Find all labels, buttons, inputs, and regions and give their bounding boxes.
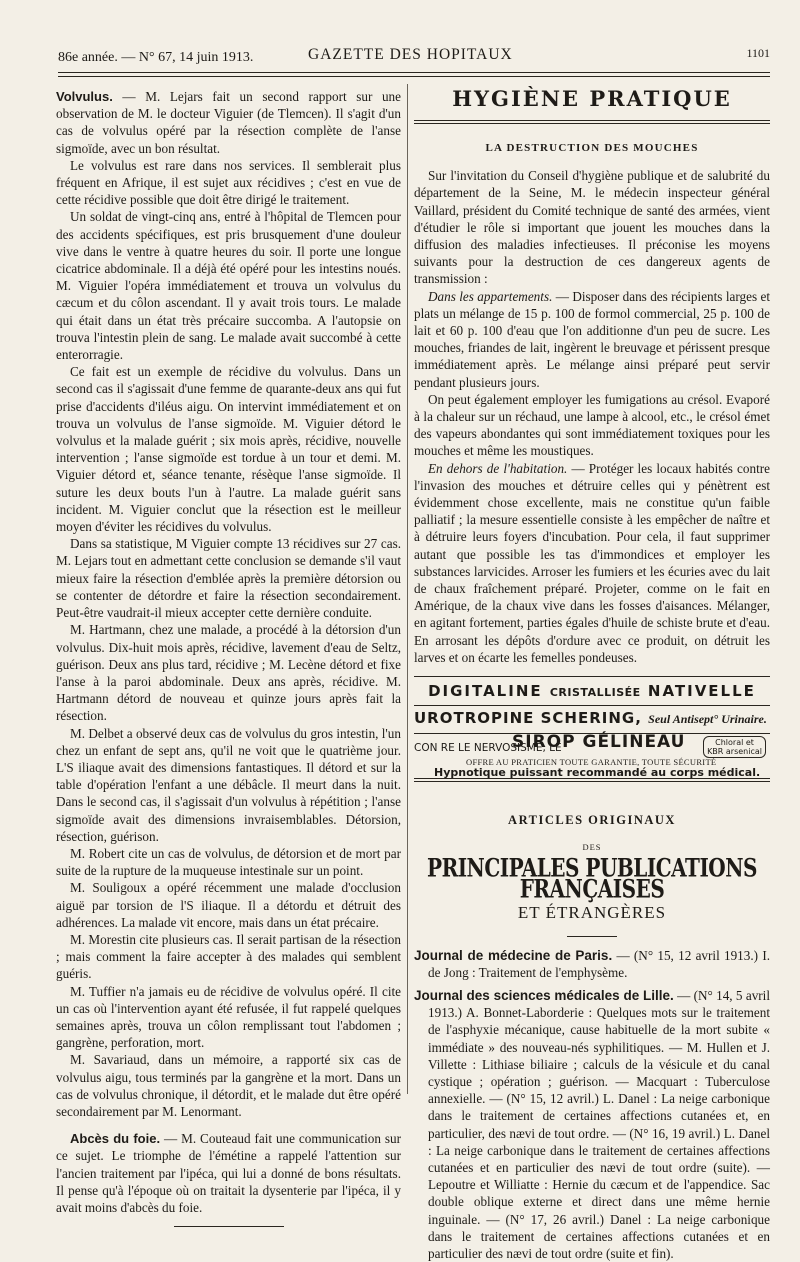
ad-urotropine xyxy=(414,706,770,732)
journal-entry xyxy=(414,947,770,981)
title-rule xyxy=(414,120,770,121)
end-ornament-rule xyxy=(174,1226,284,1227)
paragraph: Sur l'invitation du Conseil d'hygiène publique et de salubrité du département de la Seine, M. le médecin inspecteur général Vaillard, président du Comité technique de santé des armées, vient d'étudier le rôle si important que jouent les mouches dans la diffusion des maladies infectieuses. Il préconise les moyens suivants pour la destruction de ces dangereux agents de transmission : xyxy=(414,168,770,287)
articles-rule xyxy=(567,936,617,937)
paragraph: Dans sa statistique, M Viguier compte 13 récidives sur 27 cas. M. Lejars tout en admettant cette conclusion se demande s'il vaut mieux faire la résection d'emblée après la première détorsion ou se contenter de détordre et faire la résection secondairement. Peut-être vaudrait-il mieux accepter cette dernière conduite. xyxy=(56,536,401,621)
entry-text: — (N° 14, 5 avril 1913.) A. Bonnet-Laborderie : Quelques mots sur le traitement de l'asphyxie mécanique, cause habituelle de la mort subite « immédiate » des nouveau-nés syphilitiques. — M. Hullen et J. Villette : Lithiase biliaire ; calculs de la vésicule et du canal cystique ; opération ; guérison. — Macquart : Tuberculose annexielle. — (N° 15, 12 avril.) L. Danel : La neige carbonique dans le traitement de certaines affections cutanées et, en particulier, des nævi de tout ordre. — (N° 16, 19 avril.) L. Danel : La neige carbonique dans le traitement de certaines affections cutanées et en particulier des nævi de tout ordre (suite). — Lepoutre et Williatte : Hernie du cæcum et de l'appendice. Sac double oblique externe et direct dans une même hernie inguinale. — (N° 17, 26 avril.) Danel : La neige carbonique dans le traitement de certaines affections cutanées et en particulier des nævi de tout ordre (suite et fin). xyxy=(428,987,771,1261)
journal-entry xyxy=(414,987,770,1262)
ad-text: KBR arsenical xyxy=(707,746,762,756)
journal-title: GAZETTE DES HOPITAUX xyxy=(308,46,513,63)
paragraph: M. Savariaud, dans un mémoire, a rapporté six cas de volvulus aigu, tous terminés par la gangrène et la mort. Dans un cas de volvulus chronique, il détordit, et le malade dut être opéré secondairement par M. Lenormant. xyxy=(56,1052,401,1119)
running-header xyxy=(58,46,770,68)
paragraph: M. Morestin cite plusieurs cas. Il serait partisan de la résection ; mais comment la faire accepter à des malades qui semblent guéris. xyxy=(56,931,401,982)
column-divider xyxy=(407,84,408,1094)
paragraph: M. Robert cite un cas de volvulus, de détorsion et de mort par suite de la rupture de la muqueuse intestinale sur un point. xyxy=(56,845,401,879)
ad-text: DIGITALINE xyxy=(428,682,543,701)
ad-text: OFFRE AU PRATICIEN TOUTE GARANTIE, TOUTE SÉCURITÉ xyxy=(466,756,717,767)
articles-big-title: PRINCIPALES PUBLICATIONS FRANÇAISES xyxy=(427,852,757,905)
section-lead: Volvulus. xyxy=(56,89,113,104)
paragraph: M. Hartmann, chez une malade, a procédé à la détorsion d'un volvulus. Dix-huit mois après, récidive, lavement d'eau de Seltz, guérison. Deux ans plus tard, récidive ; M. Lecène détord et fixe l'anse à la paroi abdominale. Deux ans après, récidive. M. Hartmann détord de nouveau et quinze jours après fait la résection. xyxy=(56,622,401,724)
articles-subtitle: ET ÉTRANGÈRES xyxy=(517,903,667,923)
paragraph-text: — Disposer dans des récipients larges et plats un mélange de 15 p. 100 de formol commercial, 25 p. 100 de lait et 60 p. 100 d'eau que l'on additionne d'un peu de sucre. Les mouches, friandes de lait, ingèrent le breuvage et périssent presque immédiatement après. Le mélange ainsi préparé peut servir pendant plusieurs jours. xyxy=(414,288,770,390)
issue-info: 86e année. — N° 67, 14 juin 1913. xyxy=(58,50,254,65)
title-rule-thin xyxy=(414,123,770,124)
right-column xyxy=(414,88,770,1262)
ad-text: UROTROPINE SCHERING, xyxy=(414,709,642,728)
paragraph: Un soldat de vingt-cinq ans, entré à l'hôpital de Tlemcen pour des accidents spécifiques, est pris brusquement d'une douleur vive dans le ventre à quatre heures du soir. Il porte une longue cicatrice abdominale. Il a déjà été opéré pour les intestins noués. M. Viguier l'opéra immédiatement et trouva un volvulus du cæcum et du côlon ascendant. Il y avait trois tours. Le malade qui était dans un état très précaire succomba. A l'autopsie on trouva l'intestin plein de sang. Le malade avait succombé à cette enterorragie. xyxy=(56,209,401,363)
paragraph-volvulus xyxy=(56,88,401,157)
paragraph: Le volvulus est rare dans nos services. Il semblerait plus fréquent en Afrique, il est sujet aux récidives ; c'est en vue de cette récidive possible que doit être dirigé le traitement. xyxy=(56,157,401,208)
articles-des: DES xyxy=(582,841,602,852)
paragraph-abces-du-foie xyxy=(56,1130,401,1216)
paragraph-habitation xyxy=(414,460,770,666)
paragraph: M. Delbet a observé deux cas de volvulus du gros intestin, l'un chez un enfant de sept ans, qu'il ne voit que le quatrième jour. L'S iliaque avait des dimensions fantastiques. Il détord et sur la table d'opération l'enfant a une débâcle. Il meurt dans la nuit. Dans le second cas, il s'agissait d'un volvulus à répétition ; l'anse sigmoïde avait des dimensions invraisemblables. Détorsion, résection, guérison. xyxy=(56,725,401,844)
page-number: 1101 xyxy=(746,46,770,60)
paragraph-text: — M. Couteaud fait une communication sur ce sujet. Le triomphe de l'émétine a rappelé l'attention sur l'ancien traitement par l'ipéca, qui lui a donné de bons résultats. Il pense qu'à l'époque où on traitait la dysenterie par l'ipéca, il y avait moins d'abcès du foie. xyxy=(56,1131,401,1215)
paragraph: Ce fait est un exemple de récidive du volvulus. Dans un second cas il s'agissait d'une femme de quarante-deux ans qui fut prise d'accidents d'iléus aigu. On intervint immédiatement et on trouva un volvulus de l'anse sigmoïde. M. Viguier détord le volvulus et la malade guérit ; six mois après, récidive, nouvelle intervention ; l'anse sigmoïde est tordue à un tour et demi. M. Viguier détord et, séance tenante, résèque l'anse sigmoïde. Il suture les deux bouts l'un à l'autre. La malade guérit sans incident. M. Viguier conclut que la résection est le meilleur moyen d'éviter les récidives du volvulus. xyxy=(56,364,401,535)
entry-text: — (N° 15, 12 avril 1913.) I. de Jong : Traitement de l'emphysème. xyxy=(428,947,771,980)
section-title: HYGIÈNE PRATIQUE xyxy=(452,86,732,111)
paragraph-lead: En dehors de l'habitation. xyxy=(428,460,568,476)
section-lead: Abcès du foie. xyxy=(70,1131,161,1147)
header-rule xyxy=(58,72,770,73)
paragraph-text: — Protéger les locaux habités contre l'invasion des mouches et détruire celles qui y pénètrent est évidemment chose excellente, mais ne constitue qu'un faible palliatif ; la mesure essentielle consiste à les empêcher de naître et à détruire leurs foyers d'incubation. Pour cela, il faut supprimer autant que possible les tas d'immondices et employer les substances larvicides. Arroser les fumiers et les écuries avec du lait de chaux fraîchement préparé. Projeter, comme on le fait en Amérique, de la chaux vive dans les fosses d'aisances. Mélanger, en agitant fortement, parties égales d'huile de schiste brute et d'eau. En arrosant les dépôts d'ordure avec ce produit, on détruit les larves et on écarte les femelles pondeuses. xyxy=(414,460,770,665)
paragraph: M. Tuffier n'a jamais eu de récidive de volvulus opéré. Il cite un cas où l'intervention ayant été refusée, il fut rappelé quelques semaines après, trouva un côlon remplissant tout l'abdomen ; gangrène, perforation, mort. xyxy=(56,983,401,1051)
left-column xyxy=(56,88,401,1227)
ad-digitaline xyxy=(414,677,770,705)
paragraph: M. Souligoux a opéré récemment une malade d'occlusion aiguë par torsion de l'S iliaque. Il a détordu et détruit des adhérences. La malade vit encore, mais dans un état précaire. xyxy=(56,880,401,930)
ad-text: CRISTALLISÉE xyxy=(549,686,641,700)
paragraph-lead: Dans les appartements. xyxy=(428,288,553,304)
journal-name: Journal de médecine de Paris. xyxy=(414,947,613,963)
paragraph-appartements xyxy=(414,288,770,391)
ad-sirop-gelineau xyxy=(414,731,770,779)
articles-title: ARTICLES ORIGINAUX xyxy=(508,812,676,827)
subsection-title: LA DESTRUCTION DES MOUCHES xyxy=(485,142,699,154)
ad-text: Chloral et xyxy=(715,737,754,747)
advertisements xyxy=(414,676,770,781)
paragraph: On peut également employer les fumigations au crésol. Evaporé à la chaleur sur un réchaud, une lampe à alcool, etc., le crésol émet des vapeurs abondantes qui sont immédiatement toxiques pour les mouches et même les moustiques. xyxy=(414,391,770,459)
ad-text: Hypnotique puissant recommandé au corps médical. xyxy=(434,765,761,779)
ad-text: NATIVELLE xyxy=(647,682,756,701)
ad-brand: SIROP GÉLINEAU xyxy=(512,731,686,752)
paragraph-text: — M. Lejars fait un second rapport sur une observation de M. le docteur Viguier (de Tlemcen). Il s'agit d'un cas de volvulus opéré par la résection complète de l'anse sigmoïde, avec un bon résultat. xyxy=(56,89,401,156)
ad-text: Seul Antisept° Urinaire. xyxy=(648,712,767,727)
journal-name: Journal des sciences médicales de Lille. xyxy=(414,987,674,1003)
ad-text: CON RE LE NERVOSISME, LE xyxy=(414,741,562,754)
header-rule-thin xyxy=(58,76,770,77)
